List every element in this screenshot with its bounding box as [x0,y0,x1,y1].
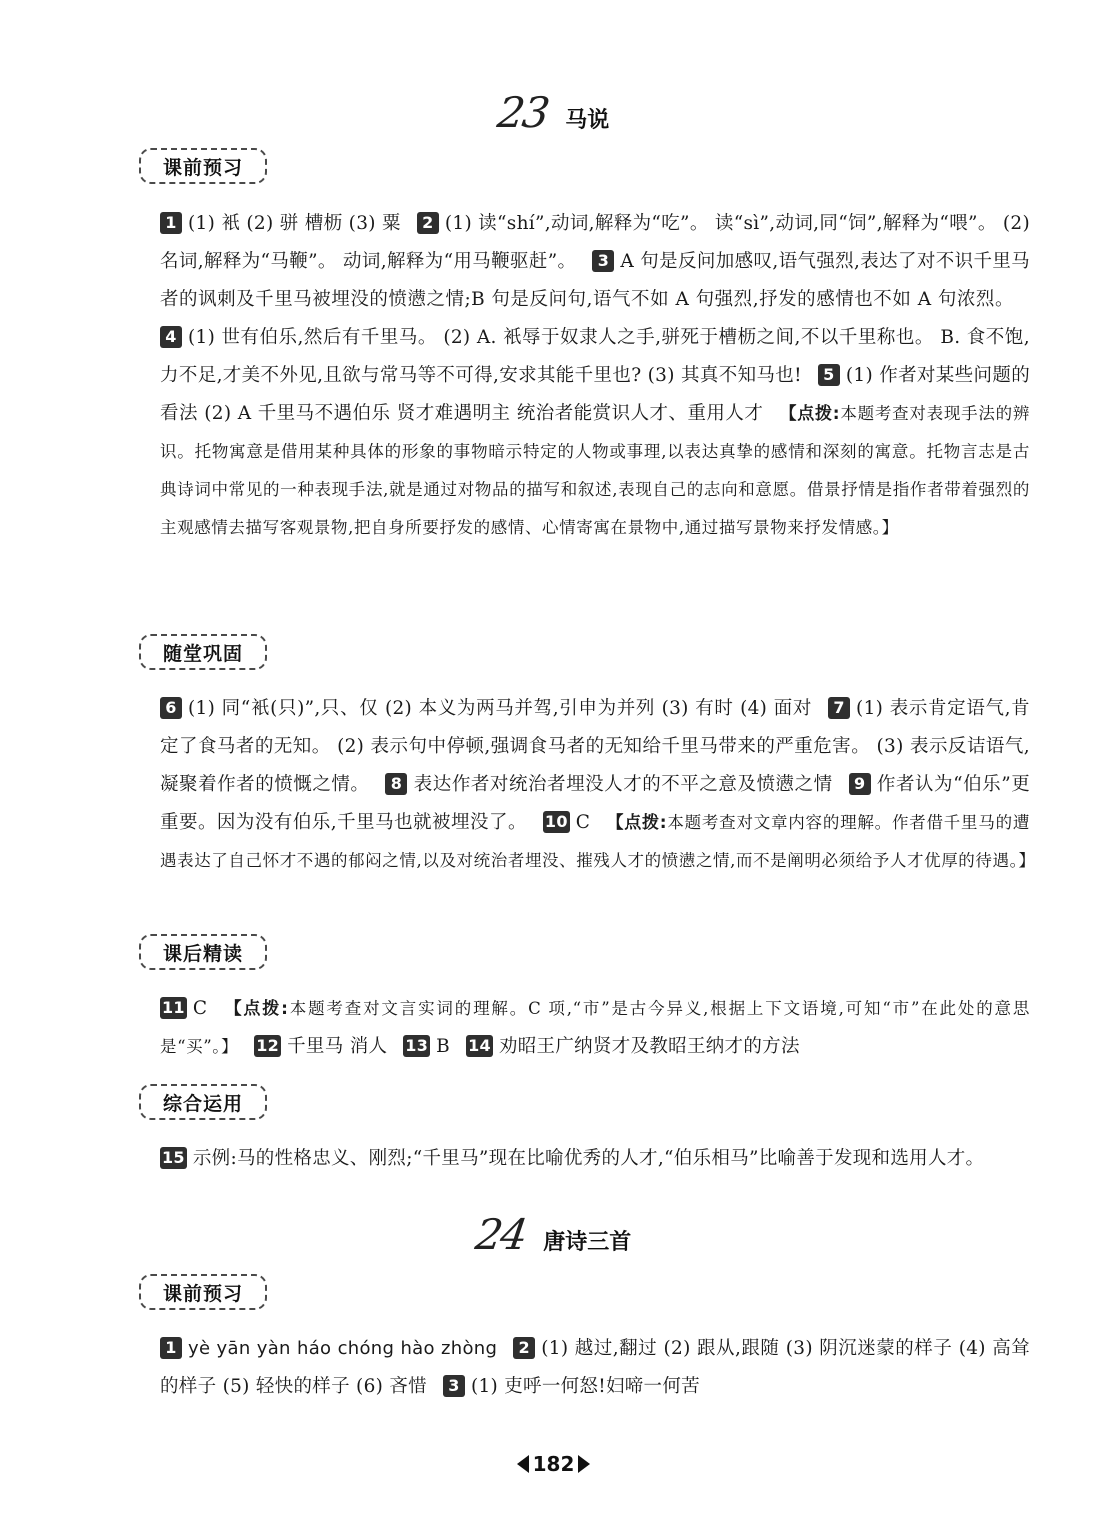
answer-text: C [575,812,591,833]
question-number: 2 [513,1337,535,1359]
question-number: 7 [828,697,850,719]
tip-text: 本题考查对表现手法的辨识。托物寓意是借用某种具体的形象的事物暗示特定的人物或事理,以表达真挚的感情和深刻的寓意。托物言志是古典诗词中常见的一种表现手法,就是通过对物品的描写和叙述,表现自己的志向和意愿。借景抒情是指作者带着强烈的主观感情去描写客观景物,把自身所要抒发的感情、心情寄寓在景物中,通过描写景物来抒发情感。】 [160,404,1031,537]
question-number: 5 [818,364,840,386]
question-number: 3 [592,250,614,272]
question-number: 9 [849,773,871,795]
answer-text: 示例:马的性格忠义、刚烈;“千里马”现在比喻优秀的人才,“伯乐相马”比喻善于发现和选用人才。 [192,1148,985,1169]
answer-text: (1) 世有伯乐,然后有千里马。 (2) A. 衹辱于奴隶人之手,骈死于槽枥之间,不以千里称也。 B. 食不饱,力不足,才美不外见,且欲与常马等不可得,安求其能千里也? (3) 其真不知马也! [160,327,1030,386]
question-number: 2 [417,212,439,234]
answer-text: 表达作者对统治者埋没人才的不平之意及愤懑之情 [413,774,833,795]
question-number: 13 [405,1036,429,1055]
question-number: 6 [160,697,182,719]
question-number: 15 [162,1148,185,1167]
answer-text: C [192,998,208,1019]
answer-text: (1) 读“shí”,动词,解释为“吃”。 读“sì”,动词,同“饲”,解释为“喂”。 (2) 名词,解释为“马鞭”。 动词,解释为“用马鞭驱赶”。 [160,213,1030,272]
question-number: 3 [443,1375,465,1397]
answer-text: 作者认为“伯乐”更重要。因为没有伯乐,千里马也就被埋没了。 [160,774,1030,833]
tip-label: 【点拨: [779,404,841,424]
page-number: 182 [532,1452,575,1476]
section-tag-preview: 课前预习 [139,148,267,184]
answer-text: (1) 作者对某些问题的看法 (2) A 千里马不遇伯乐 贤才难遇明主 统治者能赏识人才、重用人才 [160,365,1030,424]
question-number: 8 [385,773,407,795]
answer-text: A 句是反问加感叹,语气强烈,表达了对不识千里马者的讽刺及千里马被埋没的愤懑之情;B 句是反问句,语气不如 A 句强烈,抒发的感情也不如 A 句浓烈。 [160,251,1030,310]
answer-text: (1) 衹 (2) 骈 槽枥 (3) 粟 [188,213,401,234]
question-number: 1 [160,212,182,234]
answer-text: B [436,1036,451,1057]
answers-preview [160,205,1030,547]
lesson-24-title [0,1210,1107,1259]
right-triangle-icon [578,1455,590,1473]
question-number: 4 [160,326,182,348]
answer-text: (1) 吏呼一何怒!妇啼一何苦 [470,1376,700,1397]
pinyin-answer: yè yān yàn háo chóng hào zhòng [188,1338,498,1359]
answer-text: (1) 表示肯定语气,肯定了食马者的无知。 (2) 表示句中停顿,强调食马者的无知给千里马带来的严重危害。 (3) 表示反诘语气,凝聚着作者的愤慨之情。 [160,698,1030,795]
section-tag-class-review: 随堂巩固 [139,634,267,670]
question-number: 10 [544,812,568,831]
tip-text: 本题考查对文言实词的理解。C 项,“市”是古今异义,根据上下文语境,可知“市”在此处的意思是“买”。】 [160,999,1030,1056]
section-tag-close-reading: 课后精读 [139,934,267,970]
answers-preview-24 [160,1330,1030,1406]
question-number: 1 [160,1337,182,1359]
lesson-number: 23 [494,88,551,137]
answer-text: 千里马 消人 [287,1036,388,1057]
question-number: 14 [468,1036,491,1055]
answer-text: (1) 同“衹(只)”,只、仅 (2) 本义为两马并驾,引申为并列 (3) 有时 (4) 面对 [188,698,813,719]
answer-text: 劝昭王广纳贤才及教昭王纳才的方法 [498,1036,800,1057]
lesson-23-title [0,88,1107,137]
question-number: 12 [256,1036,280,1055]
question-number: 11 [162,998,185,1017]
lesson-name: 马说 [565,108,610,133]
answer-text: (1) 越过,翻过 (2) 跟从,跟随 (3) 阴沉迷蒙的样子 (4) 高耸的样子 (5) 轻快的样子 (6) 吝惜 [160,1338,1030,1397]
section-tag-preview-24: 课前预习 [139,1274,267,1310]
lesson-number: 24 [472,1210,529,1259]
answers-class-review [160,690,1036,880]
answers-application [160,1140,1030,1178]
tip-label: 【点拨: [223,999,289,1019]
lesson-name: 唐诗三首 [543,1230,632,1255]
page-footer [0,1452,1107,1476]
section-tag-application: 综合运用 [139,1084,267,1120]
left-triangle-icon [517,1455,529,1473]
tip-text: 本题考查对文章内容的理解。作者借千里马的遭遇表达了自己怀才不遇的郁闷之情,以及对统治者埋没、摧残人才的愤懑之情,而不是阐明必须给予人才优厚的待遇。】 [160,813,1036,870]
answers-close-reading [160,990,1030,1066]
tip-label: 【点拨: [606,813,668,833]
